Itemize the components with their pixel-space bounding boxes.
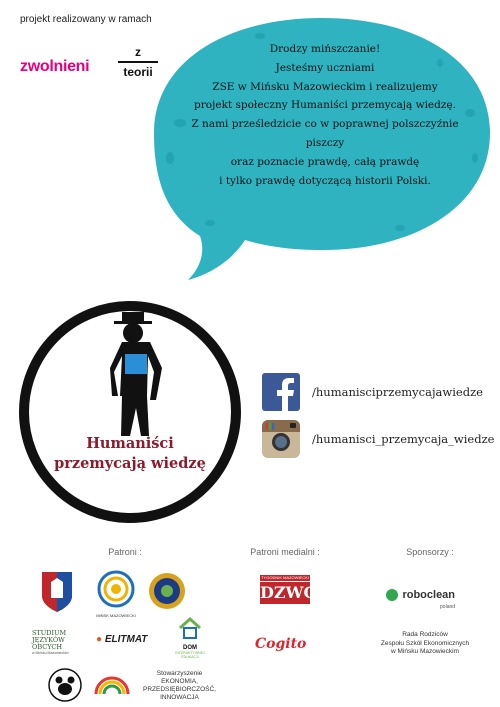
studium-line: OBCYCH (32, 643, 63, 651)
dzwon-logo (260, 575, 333, 604)
elitmat-swirl-icon: ● (96, 634, 103, 645)
stowarzyszenie-line: PRZEDSIĘBIORCZOŚĆ, (143, 686, 216, 693)
emblem-circle (10, 296, 250, 536)
instagram-handle[interactable]: /humanisci_przemycaja_wiedze (312, 432, 495, 446)
stowarzyszenie-line: Stowarzyszenie (156, 670, 203, 677)
bubble-line: Drodzy mińszczanie! (269, 43, 381, 55)
studium-line: STUDIUM (32, 629, 67, 637)
rada-line: Rada Rodziców (402, 631, 448, 638)
roboclean-dot-icon (386, 589, 398, 601)
minsk-mazowiecki-logo (96, 570, 136, 618)
rada-line: Zespołu Szkół Ekonomicznych (380, 639, 470, 647)
facebook-handle[interactable]: /humanisciprzemycajawiedze (312, 385, 483, 399)
zwolnieni-logo-word: zwolnieni (20, 58, 90, 75)
dzwon-label: DZWON (260, 583, 333, 602)
emblem-title (30, 434, 230, 474)
dom-interaktywnej-logo (170, 616, 210, 659)
stowarzyszenie-line: INNOWACJA (160, 694, 199, 701)
house-icon (177, 616, 203, 640)
logo-fraction-top: z (135, 45, 141, 59)
sun-icon (96, 570, 136, 608)
rada-rodzicow-text (370, 631, 480, 657)
studium-jezykow-logo (32, 630, 84, 655)
bubble-line: Jesteśmy uczniami (275, 61, 375, 74)
bubble-message (175, 40, 475, 190)
stowarzyszenie-line: EKONOMIA, (161, 678, 198, 685)
patroni-medialni-title: Patroni medialni : (250, 547, 320, 557)
dom-label: DOM (183, 645, 197, 651)
emblem-title-line1: Humaniści (86, 435, 174, 452)
roboclean-sub: poland (440, 604, 456, 610)
bubble-line: ZSE w Mińsku Mazowieckim i realizujemy (212, 80, 438, 93)
bubble-line: projekt społeczny Humaniści przemycają wiedzę. (194, 99, 456, 112)
rainbow-logo (92, 668, 132, 700)
roboclean-label: roboclean (402, 588, 456, 601)
instagram-icon (262, 420, 300, 458)
studium-line: JĘZYKÓW (32, 636, 65, 644)
sponsorzy-title: Sponsorzy : (406, 547, 454, 557)
studium-sub: w Mińsku Mazowieckim (32, 651, 69, 655)
patroni-title: Patroni : (108, 547, 142, 557)
coat-of-arms-logo (42, 572, 72, 612)
rada-line: w Mińsku Mazowieckim (391, 648, 459, 655)
elitmat-logo (96, 634, 147, 645)
facebook-link[interactable] (262, 373, 483, 411)
city-label: MIŃSK MAZOWIECKI (96, 613, 136, 618)
tygodnik-label: TYGODNIK MAZOWIECKI (261, 575, 309, 580)
emblem-title-line2: przemycają wiedzę (54, 455, 206, 472)
roboclean-logo (386, 586, 455, 610)
bubble-line: i tylko prawdę dotyczącą historii Polski. (219, 174, 431, 187)
facebook-icon (262, 373, 300, 411)
bubble-line: oraz poznacie prawdę, całą prawdę (230, 155, 420, 168)
elitmat-label: ELITMAT (104, 634, 148, 645)
panda-logo (48, 668, 82, 702)
cogito-logo: Cogito (255, 636, 307, 652)
logo-fraction-bottom: teorii (123, 65, 153, 79)
school-emblem-logo (148, 572, 186, 610)
bubble-line: Z nami prześledzicie co w poprawnej polszczyźnie piszczy (191, 118, 459, 149)
stowarzyszenie-text (142, 670, 217, 702)
dom-sub: INTERAKTYWNEJ EDUKACJI (175, 651, 205, 659)
project-caption: projekt realizowany w ramach (20, 14, 152, 25)
instagram-link[interactable] (262, 420, 494, 458)
